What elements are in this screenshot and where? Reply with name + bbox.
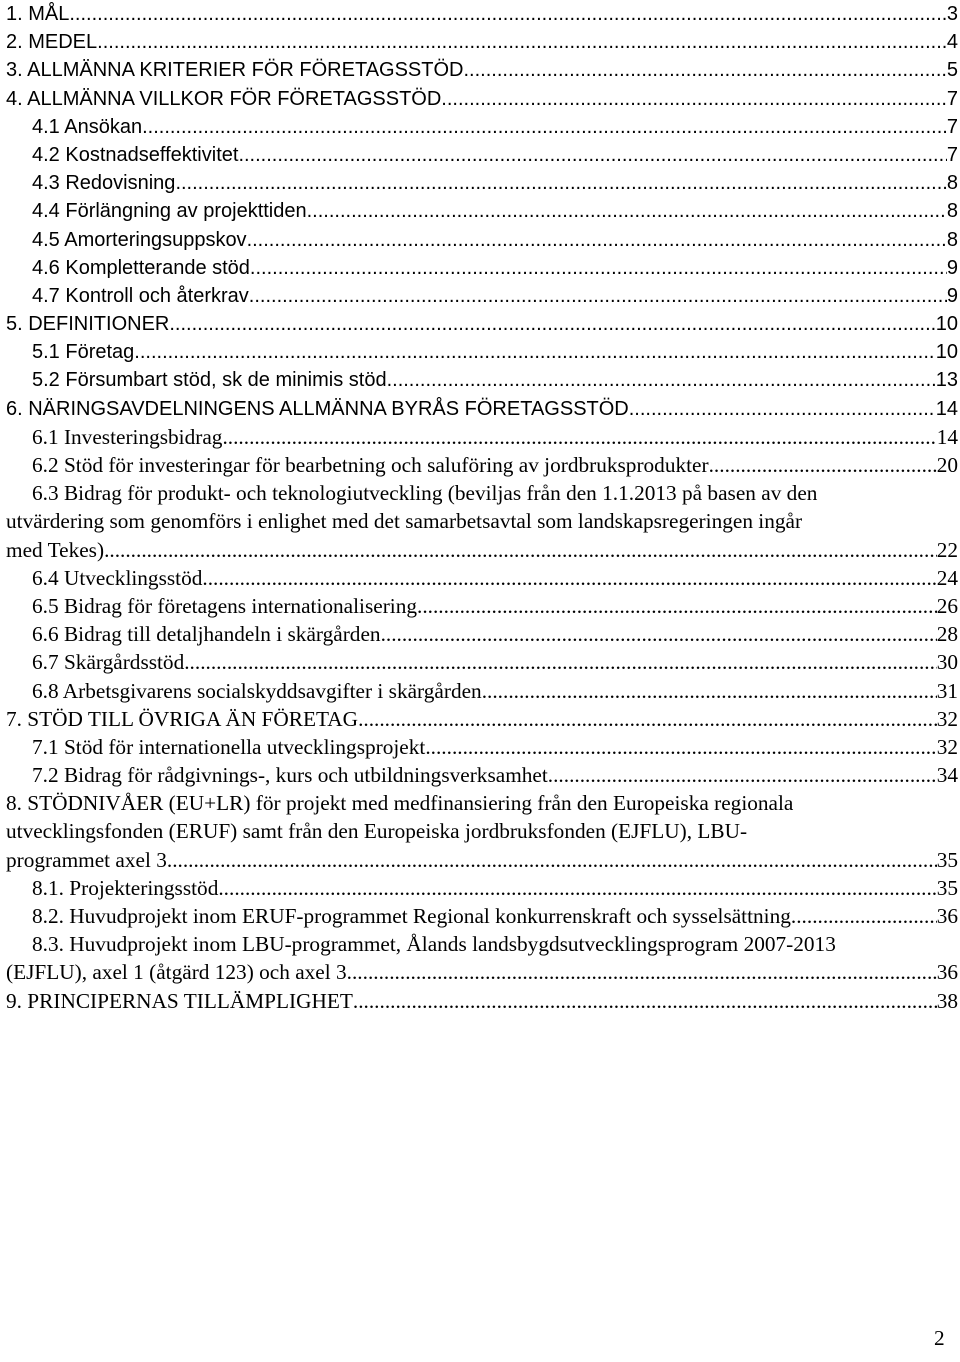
toc-leader-dots bbox=[238, 141, 946, 169]
toc-entry-label: 4. ALLMÄNNA VILLKOR FÖR FÖRETAGSSTÖD bbox=[6, 87, 442, 110]
toc-entry-page: 31 bbox=[936, 678, 958, 703]
toc-entry-line: utvärdering som genomförs i enlighet med det samarbetsavtal som landskapsregeringen ingår bbox=[6, 509, 803, 534]
toc-entry-4-3[interactable] bbox=[6, 169, 958, 197]
toc-entry-page: 36 bbox=[936, 904, 958, 928]
toc-leader-dots bbox=[134, 338, 935, 366]
toc-leader-dots bbox=[169, 310, 935, 338]
toc-leader-dots bbox=[441, 85, 947, 113]
toc-entry-page: 3 bbox=[946, 3, 958, 25]
toc-entry-5-1[interactable] bbox=[6, 338, 958, 366]
toc-entry-label: 7. STÖD TILL ÖVRIGA ÄN FÖRETAG bbox=[6, 706, 359, 731]
toc-entry-last-line bbox=[6, 958, 958, 986]
toc-entry-label: 9. PRINCIPERNAS TILLÄMPLIGHET bbox=[6, 988, 353, 1013]
toc-entry-8[interactable] bbox=[6, 789, 958, 874]
toc-entry-6-2[interactable] bbox=[6, 451, 958, 479]
toc-entry-page: 22 bbox=[936, 537, 958, 562]
toc-entry-page: 9 bbox=[946, 256, 958, 279]
toc-entry-label: 6.8 Arbetsgivarens socialskyddsavgifter i skärgården bbox=[32, 678, 482, 703]
toc-entry-page: 9 bbox=[946, 284, 958, 307]
toc-entry-last-line bbox=[6, 536, 958, 564]
toc-entry-label: 4.7 Kontroll och återkrav bbox=[32, 284, 249, 307]
toc-entry-page: 24 bbox=[936, 565, 958, 590]
toc-entry-page: 8 bbox=[946, 200, 958, 223]
toc-entry-last-line bbox=[6, 846, 958, 874]
toc-entry-label: 6.2 Stöd för investeringar för bearbetning och saluföring av jordbruksprodukter bbox=[32, 453, 709, 477]
toc-entry-line: 6.3 Bidrag för produkt- och teknologiutveckling (beviljas från den 1.1.2013 på basen av den bbox=[32, 481, 818, 506]
toc-entry-page: 35 bbox=[936, 847, 958, 872]
toc-entry-page: 8 bbox=[946, 228, 958, 251]
toc-leader-dots bbox=[249, 282, 947, 310]
toc-entry-label: 4.5 Amorteringsuppskov bbox=[32, 228, 247, 251]
toc-leader-dots bbox=[482, 677, 937, 705]
toc-entry-page: 20 bbox=[936, 453, 958, 477]
page-number: 2 bbox=[934, 1326, 945, 1350]
toc-entry-page: 38 bbox=[936, 988, 958, 1013]
toc-entry-page: 14 bbox=[935, 397, 958, 420]
toc-entry-7-2[interactable] bbox=[6, 761, 958, 789]
toc-entry-label: 4.1 Ansökan bbox=[32, 115, 143, 138]
toc-leader-dots bbox=[202, 564, 936, 592]
toc-leader-dots bbox=[353, 987, 937, 1015]
table-of-contents bbox=[6, 0, 958, 1015]
toc-entry-1[interactable] bbox=[6, 0, 958, 28]
toc-entry-page: 34 bbox=[936, 763, 958, 788]
toc-entry-5-2[interactable] bbox=[6, 366, 958, 394]
toc-leader-dots bbox=[172, 846, 937, 874]
toc-entry-page: 13 bbox=[935, 369, 958, 392]
toc-entry-label: 6.7 Skärgårdsstöd bbox=[32, 650, 185, 675]
toc-leader-dots bbox=[104, 536, 937, 564]
toc-entry-page: 32 bbox=[936, 706, 958, 731]
toc-entry-label: 7.1 Stöd för internationella utvecklingsprojekt bbox=[32, 734, 426, 759]
toc-leader-dots bbox=[709, 451, 937, 479]
toc-entry-6-5[interactable] bbox=[6, 592, 958, 620]
toc-entry-4-1[interactable] bbox=[6, 113, 958, 141]
toc-entry-3[interactable] bbox=[6, 56, 958, 84]
toc-entry-label: 5.1 Företag bbox=[32, 341, 135, 364]
toc-leader-dots bbox=[548, 761, 937, 789]
toc-entry-label: 4.6 Kompletterande stöd bbox=[32, 256, 250, 279]
toc-entry-label: 6.5 Bidrag för företagens internationalisering bbox=[32, 593, 417, 618]
toc-entry-6-7[interactable] bbox=[6, 648, 958, 676]
toc-entry-page: 30 bbox=[936, 650, 958, 675]
toc-leader-dots bbox=[387, 366, 936, 394]
toc-entry-label: (EJFLU), axel 1 (åtgärd 123) och axel 3 bbox=[6, 960, 347, 985]
toc-entry-label: med Tekes) bbox=[6, 537, 105, 562]
toc-entry-8-3[interactable] bbox=[6, 930, 958, 986]
toc-entry-page: 32 bbox=[936, 734, 958, 759]
toc-entry-page: 10 bbox=[935, 313, 958, 336]
toc-leader-dots bbox=[464, 56, 947, 84]
toc-entry-4-7[interactable] bbox=[6, 282, 958, 310]
toc-entry-label: 3. ALLMÄNNA KRITERIER FÖR FÖRETAGSSTÖD bbox=[6, 59, 464, 82]
toc-entry-label: 1. MÅL bbox=[6, 3, 70, 25]
toc-entry-6-3[interactable] bbox=[6, 479, 958, 564]
toc-leader-dots bbox=[247, 226, 947, 254]
toc-entry-7-1[interactable] bbox=[6, 733, 958, 761]
toc-leader-dots bbox=[69, 0, 947, 28]
toc-entry-4-4[interactable] bbox=[6, 197, 958, 225]
toc-entry-6[interactable] bbox=[6, 395, 958, 423]
toc-entry-label: 4.2 Kostnadseffektivitet bbox=[32, 143, 239, 166]
toc-entry-label: 2. MEDEL bbox=[6, 31, 98, 54]
toc-entry-8-2[interactable] bbox=[6, 902, 958, 930]
toc-entry-label: 8.2. Huvudprojekt inom ERUF-programmet Regional konkurrenskraft och sysselsättning bbox=[32, 904, 791, 928]
toc-leader-dots bbox=[417, 592, 937, 620]
toc-entry-line: 8.3. Huvudprojekt inom LBU-programmet, Ålands landsbygdsutvecklingsprogram 2007-2013 bbox=[32, 932, 836, 957]
toc-leader-dots bbox=[347, 958, 937, 986]
toc-entry-line: 8. STÖDNIVÅER (EU+LR) för projekt med medfinansiering från den Europeiska regionala bbox=[6, 791, 794, 816]
toc-entry-label: 4.4 Förlängning av projekttiden bbox=[32, 200, 307, 223]
toc-leader-dots bbox=[250, 254, 947, 282]
toc-entry-label: 5. DEFINITIONER bbox=[6, 313, 170, 336]
toc-entry-6-6[interactable] bbox=[6, 620, 958, 648]
toc-entry-page: 7 bbox=[946, 115, 958, 138]
toc-entry-label: 7.2 Bidrag för rådgivnings-, kurs och utbildningsverksamhet bbox=[32, 763, 548, 788]
toc-entry-6-8[interactable] bbox=[6, 677, 958, 705]
toc-entry-page: 10 bbox=[935, 341, 958, 364]
toc-entry-label: 5.2 Försumbart stöd, sk de minimis stöd bbox=[32, 369, 387, 392]
toc-entry-page: 8 bbox=[946, 172, 958, 195]
toc-entry-4-5[interactable] bbox=[6, 226, 958, 254]
toc-entry-label: 8.1. Projekteringsstöd bbox=[32, 875, 219, 900]
toc-entry-page: 4 bbox=[946, 31, 958, 54]
toc-entry-label: 4.3 Redovisning bbox=[32, 172, 176, 195]
toc-leader-dots bbox=[97, 28, 947, 56]
toc-entry-page: 36 bbox=[936, 960, 958, 985]
toc-entry-4-6[interactable] bbox=[6, 254, 958, 282]
toc-leader-dots bbox=[142, 113, 947, 141]
toc-entry-page: 26 bbox=[936, 593, 958, 618]
toc-entry-4-2[interactable] bbox=[6, 141, 958, 169]
toc-leader-dots bbox=[358, 705, 937, 733]
toc-entry-label: programmet axel 3. bbox=[6, 847, 173, 872]
toc-leader-dots bbox=[629, 395, 936, 423]
toc-leader-dots bbox=[222, 423, 936, 451]
toc-leader-dots bbox=[307, 197, 947, 225]
toc-entry-page: 35 bbox=[936, 875, 958, 900]
toc-entry-6-1[interactable] bbox=[6, 423, 958, 451]
toc-leader-dots bbox=[175, 169, 946, 197]
toc-entry-page: 14 bbox=[936, 424, 958, 449]
toc-entry-label: 6.6 Bidrag till detaljhandeln i skärgården bbox=[32, 622, 381, 647]
toc-entry-9[interactable] bbox=[6, 987, 958, 1015]
toc-entry-label: 6.1 Investeringsbidrag bbox=[32, 424, 223, 449]
toc-entry-7[interactable] bbox=[6, 705, 958, 733]
toc-entry-label: 6. NÄRINGSAVDELNINGENS ALLMÄNNA BYRÅS FÖRETAGSSTÖD bbox=[6, 397, 629, 420]
toc-leader-dots bbox=[381, 620, 937, 648]
toc-leader-dots bbox=[218, 874, 936, 902]
toc-entry-2[interactable] bbox=[6, 28, 958, 56]
toc-entry-4[interactable] bbox=[6, 85, 958, 113]
toc-entry-5[interactable] bbox=[6, 310, 958, 338]
toc-entry-page: 5 bbox=[946, 59, 958, 82]
toc-entry-8-1[interactable] bbox=[6, 874, 958, 902]
toc-entry-page: 28 bbox=[936, 622, 958, 647]
toc-leader-dots bbox=[184, 648, 936, 676]
toc-leader-dots bbox=[791, 902, 937, 930]
toc-entry-line: utvecklingsfonden (ERUF) samt från den Europeiska jordbruksfonden (EJFLU), LBU- bbox=[6, 819, 748, 844]
toc-entry-page: 7 bbox=[946, 143, 958, 166]
toc-entry-6-4[interactable] bbox=[6, 564, 958, 592]
toc-entry-page: 7 bbox=[946, 87, 958, 110]
toc-leader-dots bbox=[425, 733, 936, 761]
toc-entry-label: 6.4 Utvecklingsstöd bbox=[32, 565, 203, 590]
